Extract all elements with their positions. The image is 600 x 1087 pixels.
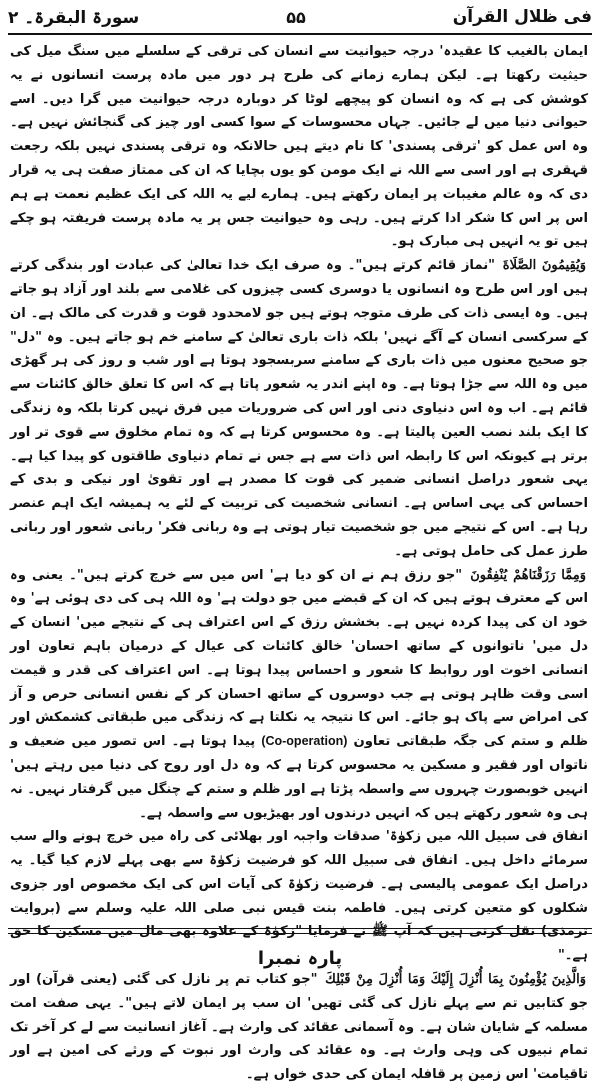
- paragraph-5-text: "جو کتاب تم پر نازل کی گئی (یعنی قرآن) اور جو کتابیں تم سے پہلے نازل کی گئی تھیں' ان سب پر ایمان لاتے ہیں"۔ یہی صفت امت مسلمہ کے شایان شان ہے۔ وہ آسمانی عقائد کی وارث ہے۔ آغاز انسانیت سے لے کر آخر تک تمام نبیوں کی وہی وارث ہے۔ وہ عقائد کی وارث اور نبوت کے ورثے کی امین ہے اور تاقیامت' اس زمین پر قافلہ ایمان کی حدی خواں ہے۔: [10, 972, 588, 1083]
- footer-rule-2: [8, 933, 592, 934]
- paragraph-1-text: ایمان بالغیب کا عقیدہ' درجہ حیوانیت سے انسان کی ترقی کے سلسلے میں سنگ میل کی حیثیت رکھتا ہے۔ لیکن ہمارے زمانے کی طرح ہر دور میں مادہ پرست انسانوں نے یہ کوشش کی ہے کہ وہ انسان کو پیچھے لوٹا کر دوبارہ درجہ حیوانیت میں گرا دیں۔ اسے حیوانی دنیا میں لے جائیں۔ جہاں محسوسات کے سوا کسی اور چیز کی گنجائش نہیں ہے۔ وہ اس عمل کو 'ترقی پسندی' کا نام دیتے ہیں حالانکہ وہ ترقی پسندی نہیں بلکہ رجعت قہقری ہے اور اسی سے اللہ نے ایک مومن کو یوں بچایا کہ ان کی ممتاز صفت ہی یہ قرار دی کہ وہ عالم مغیبات پر ایمان رکھتے ہیں۔ ہمارے لیے یہ اللہ کی ایک عظیم نعمت ہے ہم اس پر اس کا شکر ادا کرتے ہیں۔ رہی وہ حیوانیت جس پر یہ مادہ پرست فریفتہ ہو چکے ہیں تو یہ انہیں ہی مبارک ہو۔: [10, 44, 588, 250]
- header-rule: [8, 33, 592, 35]
- page-number: ۵۵: [286, 7, 306, 27]
- surah-title: سورۃ البقرۃ۔ ۲: [8, 7, 140, 28]
- quran-verse-1: وَيُقِيمُونَ الصَّلَاةَ: [502, 258, 587, 274]
- paragraph-4-text: انفاق فی سبیل اللہ میں زکوٰۃ' صدقات واجبہ اور بھلائی کی راہ میں خرچ ہونے والے سب سرمائے داخل ہیں۔ انفاق فی سبیل اللہ کو فرضیت زکوٰۃ سے بھی پہلے لازم کیا گیا۔ یہ دراصل ایک عمومی پالیسی ہے۔ فرضیت زکوٰۃ کی آیات اس کی ایک مخصوص اور جزوی شکلوں کو متعین کرتی ہیں۔ فاطمہ بنت قیس نبی صلی اللہ علیہ وسلم سے (بروایت ترمذی) نقل کرتی ہیں کہ آپ ﷺ نے فرمایا "زکوٰۃ کے علاوہ بھی مال میں مسکین کا حق ہے۔": [10, 829, 588, 964]
- english-term: (Co-operation): [261, 734, 348, 749]
- paragraph-5: [10, 968, 588, 1087]
- page-header: [8, 4, 592, 30]
- paragraph-1: [10, 40, 588, 254]
- para-label: پارہ نمبرا: [257, 948, 343, 969]
- paragraph-3-text: "جو رزق ہم نے ان کو دیا ہے' اس میں سے خرچ کرتے ہیں"۔ یعنی وہ اس کے معترف ہوتے ہیں کہ ان کے قبضے میں جو دولت ہے' وہ اللہ ہی کی دی ہوئی ہے' وہ خود ان کی پیدا کردہ نہیں ہے۔ بخشش رزق کے اس اعتراف ہی کے نتیجے میں' انسان کے دل میں' ناتوانوں کے ساتھ احسان' خالق کائنات کی عیال کے درمیان باہم تعاون اور انسانی اخوت اور روابط کا شعور و احساس پیدا ہوتا ہے۔ اس اعتراف کی قدر و قیمت اسی وقت ظاہر ہوتی ہے جب دوسروں کے ساتھ احسان کر کے نفس انسانی حرص و آز کی امراض سے پاک ہو جائے۔ اس کا نتیجہ یہ نکلتا ہے کہ زندگی میں طبقاتی کشمکش اور ظلم و ستم کی جگہ طبقاتی تعاون: [10, 567, 589, 750]
- book-title: فی ظلال القرآن: [452, 7, 592, 27]
- paragraph-3: [10, 564, 588, 826]
- quran-verse-3: وَالَّذِينَ يُؤْمِنُونَ بِمَا أُنْزِلَ إِلَيْكَ وَمَا أُنْزِلَ مِنْ قَبْلِكَ: [325, 972, 586, 988]
- footer-rule-1: [8, 928, 592, 929]
- paragraph-4: [10, 825, 588, 968]
- paragraph-2-text: "نماز قائم کرتے ہیں"۔ وہ صرف ایک خدا تعالیٰ کی عبادت اور بندگی کرتے ہیں اور اس طرح وہ انسانوں یا دوسری کسی چیزوں کی غلامی سے بلند اور آزاد ہو جاتے ہیں۔ وہ ایسی ذات کی طرف متوجہ ہوتے ہیں جو لامحدود قوت و قدرت کی مالک ہے۔ ان کے سرکسی انسان کے آگے نہیں' بلکہ ذات باری تعالیٰ کے سامنے خم ہو جاتے ہیں۔ وہ "دل" جو صحیح معنوں میں ذات باری کے سامنے سربسجود ہوتا ہے اور شب و روز کی ہر گھڑی میں وہ اللہ سے جڑا ہوتا ہے۔ وہ اپنے اندر یہ شعور پاتا ہے کہ اس کا تعلق خالق کائنات سے قائم ہے۔ اب وہ اس دنیاوی دنی اور اس کی ضروریات میں فرق نہیں کرتا بلکہ وہ زندگی کا ایک بلند نصب العین پالیتا ہے۔ وہ محسوس کرتا ہے کہ وہ تمام مخلوق سے قوی تر اور برتر ہے کیونکہ اس کا رابطہ اس ذات سے ہے جس نے تمام دنیاوی طاقتوں کو پیدا کیا ہے۔ یہی شعور دراصل انسانی ضمیر کی قوت کا مصدر ہے اور تقویٰ اور نیکی و بدی کے احساس کی یہی اساس ہے۔ انسانی شخصیت کی تربیت کے لئے یہ ہمیشہ ایک اہم عنصر رہا ہے۔ اس کے نتیجے میں جو شخصیت تیار ہوتی ہے وہ ربانی فکر' ربانی شعور اور ربانی طرز عمل کی حامل ہوتی ہے۔: [10, 258, 588, 559]
- paragraph-2: [10, 254, 588, 563]
- quran-verse-2: وَمِمَّا رَزَقْنَاهُمْ يُنْفِقُونَ: [470, 567, 586, 583]
- paragraph-3-end: پیدا ہوتا ہے۔ اس تصور میں ضعیف و ناتواں اور فقیر و مسکین یہ محسوس کرتا ہے کہ وہ دل اور روح کی دنیا میں رہتے ہیں' انہیں خوبصورت چہروں سے واسطہ پڑتا ہے اور ظلم و ستم کے چنگل میں گرفتار نہیں۔ نہ ہی وہ شعور رکھتے ہیں کہ انہیں درندوں اور بھیڑیوں سے واسطہ ہے۔: [10, 734, 588, 821]
